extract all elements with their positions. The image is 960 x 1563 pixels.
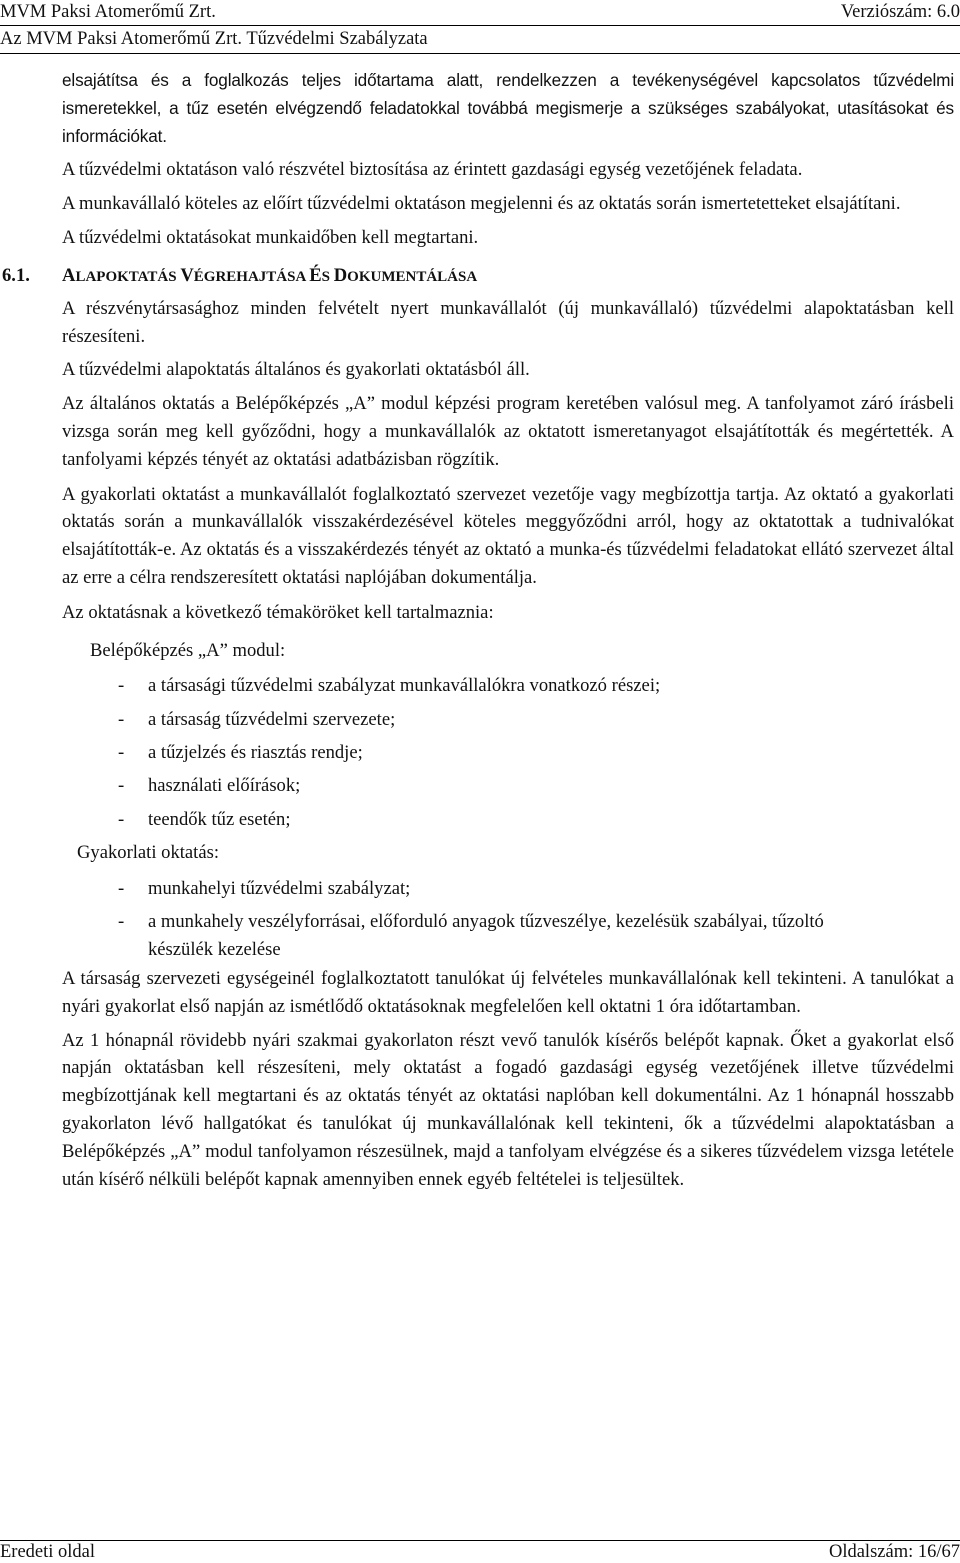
list-item: - a társasági tűzvédelmi szabályzat munkavállalókra vonatkozó részei; <box>118 675 661 697</box>
company-name: MVM Paksi Atomerőmű Zrt. <box>0 2 216 22</box>
section-title: ALAPOKTATÁS VÉGREHAJTÁSA ÉS DOKUMENTÁLÁSA <box>62 264 478 286</box>
paragraph: A társaság szervezeti egységeinél foglalkoztatott tanulókat új felvételes munkavállalónak kell tekinteni. A tanulókat a nyári gyakorlat első napján az ismétlődő oktatásoknak megfelelően kell oktatni 1 óra időtartamban. <box>62 968 954 1017</box>
practical-label: Gyakorlati oktatás: <box>77 841 219 863</box>
paragraph: A tűzvédelmi alapoktatás általános és gyakorlati oktatásból áll. <box>62 359 530 381</box>
page-body <box>2 67 954 1193</box>
page-number: Oldalszám: 16/67 <box>828 1542 960 1562</box>
header-divider-2 <box>0 53 960 54</box>
header-divider-1 <box>0 25 960 26</box>
list-item: - a tűzjelzés és riasztás rendje; <box>118 741 363 763</box>
document-title: Az MVM Paksi Atomerőmű Zrt. Tűzvédelmi Szabályzata <box>0 29 428 49</box>
footer-left: Eredeti oldal <box>0 1542 96 1562</box>
list-item: - használati előírások; <box>118 775 301 797</box>
paragraph: Az oktatásnak a következő témaköröket kell tartalmaznia: <box>62 601 494 623</box>
paragraph: Az általános oktatás a Belépőképzés „A” modul képzési program keretében valósul meg. A tanfolyamot záró írásbeli vizsga során meg kell győződni, hogy a munkavállalók az oktatott ismeretanyagot elsajátították és megértették. A tanfolyami képzés tényét az oktatási adatbázisban rögzítik. <box>62 393 954 470</box>
page-header-row-2 <box>0 28 960 50</box>
list-item: - a társaság tűzvédelmi szervezete; <box>118 708 396 730</box>
list-item: - teendők tűz esetén; <box>118 808 291 830</box>
section-number: 6.1. <box>2 264 30 286</box>
paragraph: A munkavállaló köteles az előírt tűzvédelmi oktatáson megjelenni és az oktatás során ismertetetteket elsajátítani. <box>62 193 901 215</box>
section-heading <box>2 262 954 290</box>
paragraph: A gyakorlati oktatást a munkavállalót foglalkoztató szervezet vezetője vagy megbízottja tartja. Az oktató a gyakorlati oktatás során a munkavállalók visszakérdezésével köteles meggyőződni arról, hogy az oktatottak a tudnivalókat elsajátították-e. Az oktatás és a visszakérdezés tényét az oktató a munka-és tűzvédelmi feladatokat ellátó szervezet által az erre a célra rendszeresített oktatási naplójában dokumentálja. <box>62 483 954 588</box>
paragraph: A tűzvédelmi oktatásokat munkaidőben kell megtartani. <box>62 226 479 248</box>
paragraph: elsajátítsa és a foglalkozás teljes időtartama alatt, rendelkezzen a tevékenységével kapcsolatos tűzvédelmi ismeretekkel, a tűz esetén elvégzendő feladatokkal továbbá megismerje a szükséges szabályokat, utasításokat és információkat. <box>62 70 954 146</box>
paragraph: A részvénytársasághoz minden felvételt nyert munkavállalót (új munkavállaló) tűzvédelmi alapoktatásban kell részesíteni. <box>62 297 954 347</box>
module-a-label: Belépőképzés „A” modul: <box>90 639 286 661</box>
module-a-list <box>62 672 954 833</box>
paragraph: Az 1 hónapnál rövidebb nyári szakmai gyakorlaton részt vevő tanulók kísérős belépőt kapnak. Őket a gyakorlat első napján oktatásban kell részesíteni, mely oktatást a fogadó gazdasági egység vezetőjének illetve tűzvédelmi megbízottjának kell megtartani és az oktatás tényét az oktatási naplóban kell dokumentálni. Az 1 hónapnál hosszabb gyakorlaton lévő hallgatókat és tanulókat új munkavállalónak kell tekinteni, ők a tűzvédelmi alapoktatásban a Belépőképzés „A” modul tanfolyamon részesülnek, majd a tanfolyam elvégzése és a sikeres tűzvédelem vizsga letétele után kísérő nélküli belépőt kapnak amennyiben ennek egyéb feltételei is teljesültek. <box>62 1029 954 1190</box>
list-item: - munkahelyi tűzvédelmi szabályzat; <box>118 877 411 899</box>
practical-list <box>62 875 954 964</box>
list-item: - a munkahely veszélyforrásai, előforduló anyagok tűzveszélye, kezelésük szabályai, tűzoltó készülék kezelése <box>118 910 824 960</box>
page-header-row-1 <box>0 1 960 23</box>
page-footer <box>0 1541 960 1561</box>
version-number: Verziószám: 6.0 <box>840 2 960 22</box>
paragraph: A tűzvédelmi oktatáson való részvétel biztosítása az érintett gazdasági egység vezetőjének feladata. <box>62 159 803 181</box>
